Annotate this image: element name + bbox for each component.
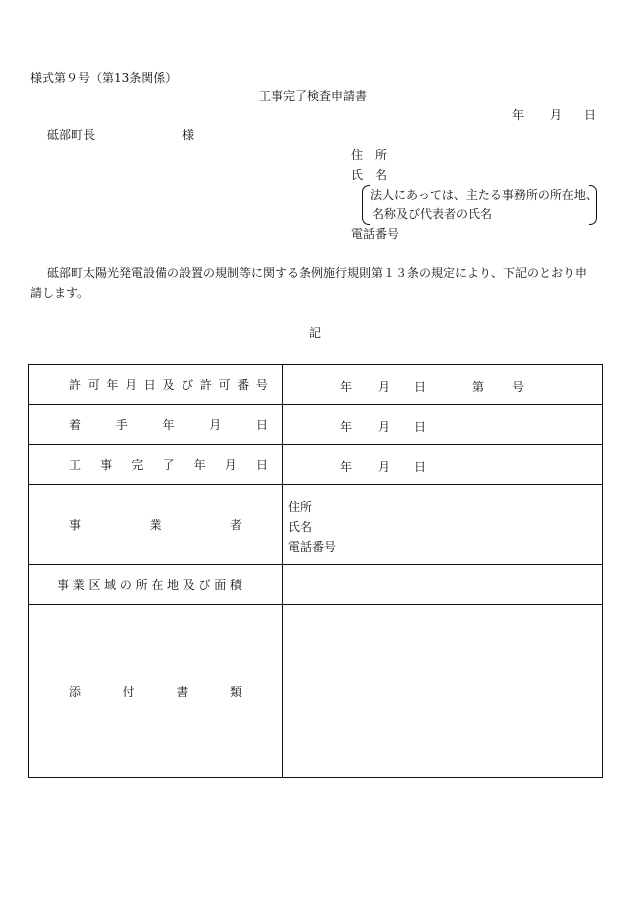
body-line-2: 請します。 — [30, 286, 90, 300]
label-char: 事 — [100, 458, 113, 472]
value-day: 日 — [414, 420, 427, 434]
table-row — [29, 365, 603, 405]
value-month: 月 — [378, 460, 391, 474]
label-char: 月 — [125, 378, 138, 392]
value-business-operator[interactable] — [283, 485, 603, 565]
label-business-operator — [29, 485, 283, 565]
label-char: 月 — [224, 458, 237, 472]
label-completion-date — [29, 445, 283, 485]
date-year-label: 年 — [512, 108, 525, 122]
bracket-left — [362, 185, 370, 225]
label-area-location — [29, 565, 283, 605]
label-attachments — [29, 605, 283, 778]
corp-note-line1: 法人にあっては、主たる事務所の所在地、 — [370, 188, 598, 202]
table-row — [29, 565, 603, 605]
label-char: 面 — [214, 578, 227, 592]
label-char: の — [119, 578, 132, 592]
label-char: 完 — [131, 458, 144, 472]
document-title: 工事完了検査申請書 — [259, 89, 368, 103]
label-char: 所 — [135, 578, 148, 592]
label-char: 域 — [104, 578, 117, 592]
label-char: 積 — [229, 578, 242, 592]
applicant-name-label: 氏 名 — [351, 168, 388, 182]
label-char: 可 — [218, 378, 231, 392]
label-char: 年 — [162, 418, 175, 432]
value-month: 月 — [378, 420, 391, 434]
application-table — [28, 364, 603, 778]
value-month: 月 — [378, 380, 391, 394]
label-char: び — [181, 378, 194, 392]
addressee-honorific: 様 — [182, 128, 195, 142]
label-char: 年 — [193, 458, 206, 472]
operator-phone-label: 電話番号 — [288, 540, 337, 554]
label-char: 月 — [209, 418, 222, 432]
label-char: び — [198, 578, 211, 592]
label-char: 付 — [122, 684, 135, 699]
date-day-label: 日 — [584, 108, 597, 122]
value-day: 日 — [414, 460, 427, 474]
table-row — [29, 405, 603, 445]
label-char: 許 — [69, 378, 82, 392]
date-month-label: 月 — [550, 108, 563, 122]
value-permit-date-number[interactable] — [283, 365, 603, 405]
operator-name-label: 氏名 — [288, 520, 313, 534]
label-char: 日 — [255, 458, 268, 472]
label-char: 事 — [57, 578, 70, 592]
label-char: 業 — [72, 578, 85, 592]
label-char: 事 — [69, 518, 82, 532]
corp-note-line2: 名称及び代表者の氏名 — [372, 207, 493, 221]
table-row — [29, 605, 603, 778]
label-char: 日 — [143, 378, 156, 392]
label-char: 可 — [87, 378, 100, 392]
value-year: 年 — [340, 380, 353, 394]
value-go: 号 — [512, 380, 525, 394]
label-permit-date-number — [29, 365, 283, 405]
table-row — [29, 485, 603, 565]
label-char: 日 — [255, 418, 268, 432]
label-char: 及 — [162, 378, 175, 392]
value-day: 日 — [414, 380, 427, 394]
label-char: 類 — [229, 684, 242, 699]
value-year: 年 — [340, 420, 353, 434]
value-attachments[interactable] — [283, 605, 603, 778]
value-completion-date[interactable] — [283, 445, 603, 485]
applicant-address-label: 住 所 — [351, 148, 388, 162]
ki-mark: 記 — [309, 326, 322, 340]
value-year: 年 — [340, 460, 353, 474]
label-char: 年 — [106, 378, 119, 392]
label-char: 着 — [69, 418, 82, 432]
table-row — [29, 445, 603, 485]
label-char: 手 — [115, 418, 128, 432]
body-line-1: 砥部町太陽光発電設備の設置の規制等に関する条例施行規則第１３条の規定により、下記のとおり申 — [47, 266, 588, 280]
label-char: 地 — [167, 578, 180, 592]
form-number: 様式第９号（第13条関係） — [30, 71, 178, 85]
label-char: 許 — [199, 378, 212, 392]
applicant-phone-label: 電話番号 — [351, 227, 400, 241]
operator-address-label: 住所 — [288, 500, 313, 514]
label-start-date — [29, 405, 283, 445]
label-char: 在 — [151, 578, 164, 592]
label-char: 区 — [88, 578, 101, 592]
label-char: 添 — [69, 684, 82, 699]
value-area-location[interactable] — [283, 565, 603, 605]
label-char: 及 — [182, 578, 195, 592]
label-char: 了 — [162, 458, 175, 472]
addressee-name: 砥部町長 — [47, 128, 96, 142]
label-char: 業 — [149, 518, 162, 532]
value-dai: 第 — [472, 380, 485, 394]
label-char: 番 — [237, 378, 250, 392]
value-start-date[interactable] — [283, 405, 603, 445]
label-char: 書 — [176, 684, 189, 699]
label-char: 号 — [255, 378, 268, 392]
label-char: 工 — [69, 458, 82, 472]
label-char: 者 — [229, 518, 242, 532]
